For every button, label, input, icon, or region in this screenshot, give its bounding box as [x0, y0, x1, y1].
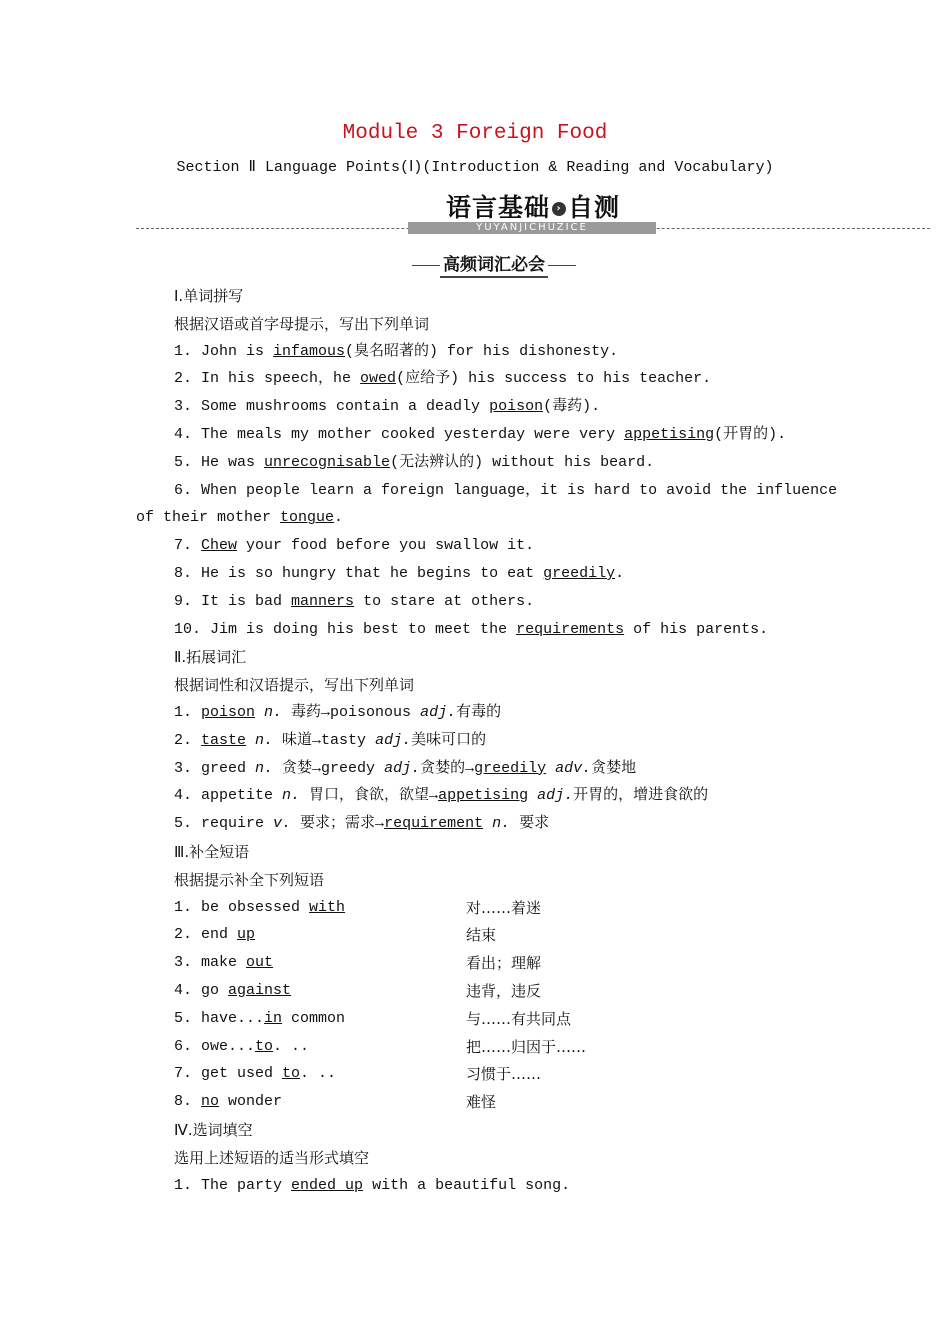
part-of-speech: n. [246, 759, 283, 777]
item-number: 1. [174, 898, 193, 916]
list-item [174, 1176, 570, 1196]
item-text: 胃口，食欲，欲望→ [309, 787, 439, 805]
item-text: (无法辨认的) without his beard. [390, 453, 655, 471]
item-text: 贪婪的→ [420, 759, 475, 777]
answer-word: taste [201, 731, 247, 749]
answer-word: Chew [201, 537, 238, 555]
item-text: He was [192, 453, 265, 471]
answer-word: to [282, 1065, 301, 1083]
item-text: to stare at others. [354, 592, 535, 610]
item-text: 味道→tasty [282, 731, 376, 749]
item-text: . .. [300, 1065, 337, 1083]
list-item [174, 425, 786, 445]
phrase-meaning: 违背，违反 [466, 982, 542, 1000]
item-text: . [615, 565, 625, 582]
item-text: He is so hungry that he begins to eat [192, 565, 544, 582]
list-item [174, 620, 768, 640]
answer-word: requirement [384, 815, 484, 833]
answer-word: in [264, 1009, 283, 1027]
vocab-badge [412, 254, 576, 278]
part-of-speech: adj. [420, 704, 457, 721]
answer-word: ended up [291, 1176, 364, 1194]
item-number: 9. [174, 592, 193, 610]
item-number: 1. [174, 704, 202, 721]
item-text: have... [192, 1009, 265, 1027]
banner-title-part2: 自测 [568, 193, 621, 222]
part4-instruction [174, 1148, 369, 1168]
item-text: make [192, 954, 247, 972]
item-number: 6. [174, 1037, 193, 1055]
phrase-row [174, 1009, 345, 1029]
answer-word: manners [291, 592, 355, 610]
item-number: 4. [174, 426, 193, 443]
item-number: 3. [174, 398, 193, 416]
list-item [174, 592, 534, 612]
item-text: It is bad [192, 592, 292, 610]
part3-heading [174, 842, 249, 862]
part2-heading [174, 647, 246, 667]
item-number: 2. [174, 926, 193, 944]
phrase-meaning: 结束 [466, 926, 497, 945]
item-text [192, 1093, 201, 1110]
answer-word: against [228, 982, 292, 999]
part-of-speech: adj. [375, 731, 412, 749]
answer-word: requirements [516, 620, 625, 638]
answer-word: infamous [273, 342, 346, 360]
part-of-speech: n. [483, 815, 511, 833]
answer-word: appetising [438, 787, 529, 805]
part-of-speech: n. [273, 787, 310, 805]
part2-instruction-text: 根据词性和汉语提示，写出下列单词 [174, 676, 415, 695]
section-banner [136, 188, 930, 236]
item-number: 8. [174, 565, 193, 582]
answer-word: to [255, 1037, 274, 1055]
item-text: Jim is doing his best to meet the [201, 620, 517, 638]
phrase-row [174, 1064, 336, 1084]
module-title: Module 3 Foreign Food [342, 122, 608, 145]
answer-word: poison [201, 704, 256, 721]
banner-title-part1: 语言基础 [445, 193, 550, 222]
phrase-meaning: 对……着迷 [466, 898, 542, 917]
badge-left-line [412, 265, 440, 266]
part-of-speech: n. [246, 731, 283, 749]
part1-instruction-text: 根据汉语或首字母提示，写出下列单词 [174, 314, 430, 333]
phrase-row [174, 953, 273, 973]
item-text: 要求；需求→ [300, 815, 385, 833]
item-text: wonder [219, 1093, 283, 1111]
item-text: of his parents. [624, 620, 769, 638]
list-item [174, 453, 654, 473]
item-text: greed [201, 759, 247, 777]
answer-word: greedily [543, 565, 616, 582]
item-text: 贪婪地 [591, 759, 637, 777]
list-item [174, 564, 624, 584]
item-number: 4. [174, 982, 193, 999]
item-number: 4. [174, 787, 202, 805]
part4-instruction-text: 选用上述短语的适当形式填空 [174, 1148, 370, 1167]
list-item [136, 508, 343, 528]
item-number: 5. [174, 815, 202, 833]
item-text: with a beautiful song. [363, 1176, 571, 1194]
item-number: 2. [174, 370, 193, 388]
item-text: 开胃的，增进食欲的 [573, 787, 709, 805]
item-text: go [192, 982, 229, 999]
list-item [174, 342, 618, 362]
list-item [174, 397, 600, 417]
item-text: . .. [273, 1037, 310, 1055]
banner-pinyin: YUYANJICHUZICE [408, 222, 656, 234]
item-text: (毒药). [543, 398, 601, 416]
item-text: 美味可口的 [411, 731, 487, 749]
item-text: In his speech，he [192, 370, 361, 388]
item-number: 7. [174, 537, 193, 555]
part3-instruction [174, 870, 324, 890]
list-item [174, 786, 708, 806]
answer-word: owed [360, 370, 397, 388]
phrase-meaning: 把……归因于…… [466, 1037, 587, 1056]
item-text: appetite [201, 787, 274, 805]
item-text: of their mother [136, 509, 281, 527]
item-text: 贪婪→greedy [282, 759, 385, 777]
item-text: (开胃的). [714, 426, 787, 443]
item-text: John is [192, 342, 274, 360]
part-of-speech: adv. [546, 759, 592, 777]
item-number: 3. [174, 954, 193, 972]
item-text: owe... [192, 1037, 256, 1055]
item-number: 6. [174, 481, 193, 499]
item-text: . [334, 509, 344, 527]
part1-heading [174, 286, 243, 306]
item-text: 毒药→poisonous [291, 704, 421, 721]
part-of-speech: n. [255, 704, 292, 721]
badge-right-line [548, 265, 576, 266]
part2-heading-text: Ⅱ.拓展词汇 [174, 648, 247, 667]
part2-instruction [174, 675, 414, 695]
answer-word: out [246, 954, 274, 972]
badge-label: 高频词汇必会 [440, 254, 548, 278]
answer-word: tongue [280, 509, 335, 527]
phrase-row [174, 1092, 282, 1112]
item-text: When people learn a foreign language，it is hard to avoid the influence [192, 481, 838, 499]
list-item [174, 814, 549, 834]
phrase-meaning: 看出；理解 [466, 954, 542, 973]
item-number: 7. [174, 1065, 193, 1083]
item-text: be obsessed [192, 898, 310, 916]
answer-word: no [201, 1093, 220, 1111]
item-text: get used [192, 1065, 283, 1083]
part-of-speech: v. [264, 815, 301, 833]
part1-instruction [174, 314, 429, 334]
phrase-meaning: 与……有共同点 [466, 1009, 572, 1028]
item-text: your food before you swallow it. [237, 537, 535, 555]
part3-instruction-text: 根据提示补全下列短语 [174, 870, 325, 889]
part-of-speech: adj. [528, 787, 574, 805]
item-text: (臭名昭著的) for his dishonesty. [345, 342, 619, 360]
item-text: Some mushrooms contain a deadly [192, 398, 490, 416]
item-number: 2. [174, 731, 202, 749]
phrase-meaning: 习惯于…… [466, 1065, 542, 1084]
arrow-circle-icon: › [552, 202, 566, 216]
item-number: 5. [174, 1009, 193, 1027]
item-number: 5. [174, 453, 193, 471]
phrase-row [174, 1037, 309, 1057]
phrase-meaning: 难怪 [466, 1093, 497, 1112]
item-text: common [282, 1009, 346, 1027]
phrase-row [174, 898, 345, 918]
part1-heading-text: Ⅰ.单词拼写 [174, 287, 244, 305]
item-text: end [192, 926, 238, 944]
list-item [174, 369, 711, 389]
item-text: 要求 [510, 815, 550, 833]
item-number: 10. [174, 620, 202, 638]
answer-word: up [237, 926, 256, 944]
phrase-row [174, 981, 291, 1001]
list-item [174, 731, 486, 751]
list-item [174, 481, 837, 501]
phrase-row [174, 925, 255, 945]
part3-heading-text: Ⅲ.补全短语 [174, 843, 250, 861]
list-item [174, 536, 534, 556]
list-item [174, 759, 636, 779]
answer-word: unrecognisable [264, 453, 391, 471]
part-of-speech: adj. [384, 759, 421, 777]
part4-heading [174, 1120, 253, 1140]
item-number: 3. [174, 759, 202, 777]
banner-title [136, 188, 930, 224]
section-subtitle: Section Ⅱ Language Points(Ⅰ)(Introduction & Reading and Vocabulary) [176, 159, 774, 176]
answer-word: greedily [474, 759, 547, 777]
item-text [192, 537, 201, 554]
item-text: The meals my mother cooked yesterday were very [192, 426, 625, 443]
list-item [174, 703, 501, 723]
item-text: require [201, 815, 265, 833]
part4-heading-text: Ⅳ.选词填空 [174, 1121, 253, 1139]
answer-word: appetising [624, 426, 715, 443]
answer-word: with [309, 898, 346, 916]
item-number: 1. [174, 342, 193, 360]
answer-word: poison [489, 398, 544, 416]
item-text: (应给予) his success to his teacher. [396, 370, 712, 388]
item-number: 8. [174, 1093, 193, 1111]
item-text: 有毒的 [456, 704, 502, 721]
item-number: 1. [174, 1176, 193, 1194]
item-text: The party [192, 1176, 292, 1194]
